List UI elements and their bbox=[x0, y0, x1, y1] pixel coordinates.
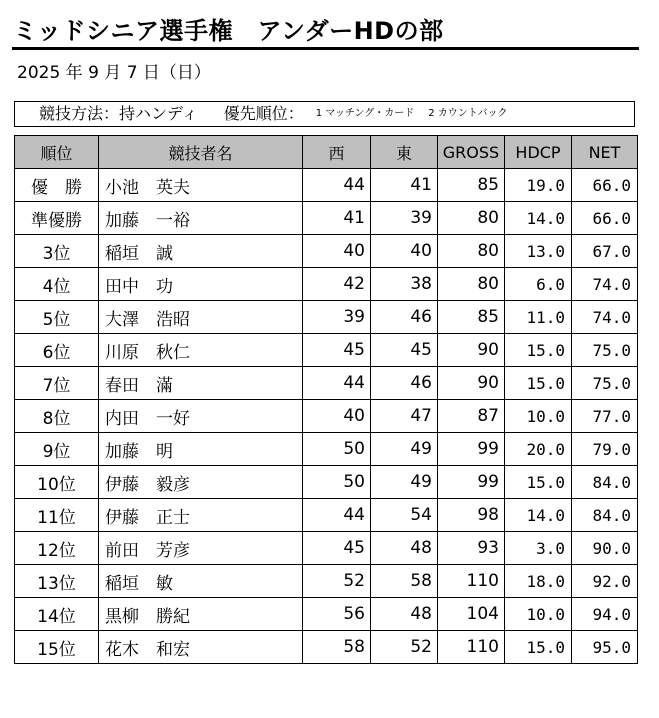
east-score-cell: 47 bbox=[371, 400, 438, 433]
rank-cell: 11位 bbox=[15, 499, 99, 532]
player-name-cell: 小池 英夫 bbox=[99, 169, 303, 202]
rank-cell: 14位 bbox=[15, 598, 99, 631]
results-table bbox=[14, 135, 638, 664]
west-score-cell: 45 bbox=[303, 532, 371, 565]
column-header-player: 競技者名 bbox=[99, 136, 303, 169]
east-score-cell: 49 bbox=[371, 433, 438, 466]
east-score-cell: 52 bbox=[371, 631, 438, 664]
rank-cell: 13位 bbox=[15, 565, 99, 598]
gross-score-cell: 98 bbox=[438, 499, 505, 532]
east-score-cell: 39 bbox=[371, 202, 438, 235]
west-score-cell: 50 bbox=[303, 466, 371, 499]
player-name-cell: 前田 芳彦 bbox=[99, 532, 303, 565]
gross-score-cell: 85 bbox=[438, 301, 505, 334]
table-row bbox=[15, 598, 638, 631]
player-name-cell: 春田 滿 bbox=[99, 367, 303, 400]
player-name-cell: 田中 功 bbox=[99, 268, 303, 301]
table-row bbox=[15, 235, 638, 268]
handicap-cell: 14.0 bbox=[505, 499, 572, 532]
rank-cell: 15位 bbox=[15, 631, 99, 664]
gross-score-cell: 99 bbox=[438, 466, 505, 499]
player-name-cell: 花木 和宏 bbox=[99, 631, 303, 664]
rank-cell: 8位 bbox=[15, 400, 99, 433]
rank-cell: 5位 bbox=[15, 301, 99, 334]
rank-cell: 優 勝 bbox=[15, 169, 99, 202]
west-score-cell: 44 bbox=[303, 499, 371, 532]
gross-score-cell: 99 bbox=[438, 433, 505, 466]
table-row bbox=[15, 367, 638, 400]
handicap-cell: 6.0 bbox=[505, 268, 572, 301]
handicap-cell: 15.0 bbox=[505, 334, 572, 367]
handicap-cell: 14.0 bbox=[505, 202, 572, 235]
west-score-cell: 39 bbox=[303, 301, 371, 334]
handicap-cell: 13.0 bbox=[505, 235, 572, 268]
table-row bbox=[15, 400, 638, 433]
west-score-cell: 45 bbox=[303, 334, 371, 367]
east-score-cell: 48 bbox=[371, 532, 438, 565]
gross-score-cell: 93 bbox=[438, 532, 505, 565]
east-score-cell: 48 bbox=[371, 598, 438, 631]
west-score-cell: 41 bbox=[303, 202, 371, 235]
player-name-cell: 加藤 一裕 bbox=[99, 202, 303, 235]
rank-cell: 9位 bbox=[15, 433, 99, 466]
table-row bbox=[15, 631, 638, 664]
table-row bbox=[15, 433, 638, 466]
table-row bbox=[15, 334, 638, 367]
handicap-cell: 10.0 bbox=[505, 598, 572, 631]
table-row bbox=[15, 532, 638, 565]
net-score-cell: 79.0 bbox=[572, 433, 638, 466]
west-score-cell: 50 bbox=[303, 433, 371, 466]
west-score-cell: 40 bbox=[303, 235, 371, 268]
handicap-cell: 20.0 bbox=[505, 433, 572, 466]
results-header-row bbox=[15, 136, 638, 169]
event-date: 2025 年 9 月 7 日（日） bbox=[17, 63, 211, 83]
net-score-cell: 74.0 bbox=[572, 268, 638, 301]
net-score-cell: 66.0 bbox=[572, 169, 638, 202]
column-header-net: NET bbox=[572, 136, 638, 169]
west-score-cell: 42 bbox=[303, 268, 371, 301]
east-score-cell: 45 bbox=[371, 334, 438, 367]
column-header-west: 西 bbox=[303, 136, 371, 169]
table-row bbox=[15, 565, 638, 598]
gross-score-cell: 87 bbox=[438, 400, 505, 433]
competition-method-box bbox=[14, 101, 635, 127]
gross-score-cell: 90 bbox=[438, 367, 505, 400]
column-header-east: 東 bbox=[371, 136, 438, 169]
gross-score-cell: 110 bbox=[438, 565, 505, 598]
net-score-cell: 75.0 bbox=[572, 334, 638, 367]
gross-score-cell: 80 bbox=[438, 235, 505, 268]
rank-cell: 3位 bbox=[15, 235, 99, 268]
net-score-cell: 67.0 bbox=[572, 235, 638, 268]
east-score-cell: 58 bbox=[371, 565, 438, 598]
east-score-cell: 46 bbox=[371, 367, 438, 400]
west-score-cell: 56 bbox=[303, 598, 371, 631]
east-score-cell: 38 bbox=[371, 268, 438, 301]
table-row bbox=[15, 499, 638, 532]
gross-score-cell: 90 bbox=[438, 334, 505, 367]
gross-score-cell: 85 bbox=[438, 169, 505, 202]
handicap-cell: 11.0 bbox=[505, 301, 572, 334]
player-name-cell: 黒柳 勝紀 bbox=[99, 598, 303, 631]
handicap-cell: 10.0 bbox=[505, 400, 572, 433]
west-score-cell: 44 bbox=[303, 169, 371, 202]
rank-cell: 12位 bbox=[15, 532, 99, 565]
east-score-cell: 41 bbox=[371, 169, 438, 202]
west-score-cell: 40 bbox=[303, 400, 371, 433]
gross-score-cell: 80 bbox=[438, 268, 505, 301]
player-name-cell: 大澤 浩昭 bbox=[99, 301, 303, 334]
table-row bbox=[15, 202, 638, 235]
competition-method-label: 競技方法：持ハンディ bbox=[39, 104, 198, 123]
net-score-cell: 92.0 bbox=[572, 565, 638, 598]
net-score-cell: 77.0 bbox=[572, 400, 638, 433]
net-score-cell: 95.0 bbox=[572, 631, 638, 664]
rank-cell: 7位 bbox=[15, 367, 99, 400]
west-score-cell: 58 bbox=[303, 631, 371, 664]
net-score-cell: 75.0 bbox=[572, 367, 638, 400]
handicap-cell: 19.0 bbox=[505, 169, 572, 202]
net-score-cell: 84.0 bbox=[572, 466, 638, 499]
rank-cell: 6位 bbox=[15, 334, 99, 367]
column-header-hdcp: HDCP bbox=[505, 136, 572, 169]
west-score-cell: 52 bbox=[303, 565, 371, 598]
handicap-cell: 3.0 bbox=[505, 532, 572, 565]
net-score-cell: 84.0 bbox=[572, 499, 638, 532]
table-row bbox=[15, 268, 638, 301]
player-name-cell: 内田 一好 bbox=[99, 400, 303, 433]
east-score-cell: 40 bbox=[371, 235, 438, 268]
west-score-cell: 44 bbox=[303, 367, 371, 400]
table-row bbox=[15, 169, 638, 202]
column-header-rank: 順位 bbox=[15, 136, 99, 169]
table-row bbox=[15, 466, 638, 499]
page-title: ミッドシニア選手権 アンダーHDの部 bbox=[13, 17, 444, 45]
net-score-cell: 74.0 bbox=[572, 301, 638, 334]
east-score-cell: 54 bbox=[371, 499, 438, 532]
player-name-cell: 稲垣 誠 bbox=[99, 235, 303, 268]
player-name-cell: 伊藤 毅彦 bbox=[99, 466, 303, 499]
rank-cell: 準優勝 bbox=[15, 202, 99, 235]
title-underline bbox=[12, 47, 639, 50]
rank-cell: 10位 bbox=[15, 466, 99, 499]
priority-first: 1 マッチング・カード bbox=[315, 108, 415, 119]
gross-score-cell: 110 bbox=[438, 631, 505, 664]
east-score-cell: 49 bbox=[371, 466, 438, 499]
priority-second: 2 カウントバック bbox=[428, 108, 508, 119]
handicap-cell: 15.0 bbox=[505, 367, 572, 400]
table-row bbox=[15, 301, 638, 334]
column-header-gross: GROSS bbox=[438, 136, 505, 169]
net-score-cell: 90.0 bbox=[572, 532, 638, 565]
handicap-cell: 15.0 bbox=[505, 631, 572, 664]
east-score-cell: 46 bbox=[371, 301, 438, 334]
player-name-cell: 稲垣 敏 bbox=[99, 565, 303, 598]
net-score-cell: 66.0 bbox=[572, 202, 638, 235]
player-name-cell: 伊藤 正士 bbox=[99, 499, 303, 532]
gross-score-cell: 80 bbox=[438, 202, 505, 235]
net-score-cell: 94.0 bbox=[572, 598, 638, 631]
handicap-cell: 15.0 bbox=[505, 466, 572, 499]
priority-order-label: 優先順位： bbox=[223, 104, 304, 123]
rank-cell: 4位 bbox=[15, 268, 99, 301]
handicap-cell: 18.0 bbox=[505, 565, 572, 598]
player-name-cell: 川原 秋仁 bbox=[99, 334, 303, 367]
player-name-cell: 加藤 明 bbox=[99, 433, 303, 466]
gross-score-cell: 104 bbox=[438, 598, 505, 631]
